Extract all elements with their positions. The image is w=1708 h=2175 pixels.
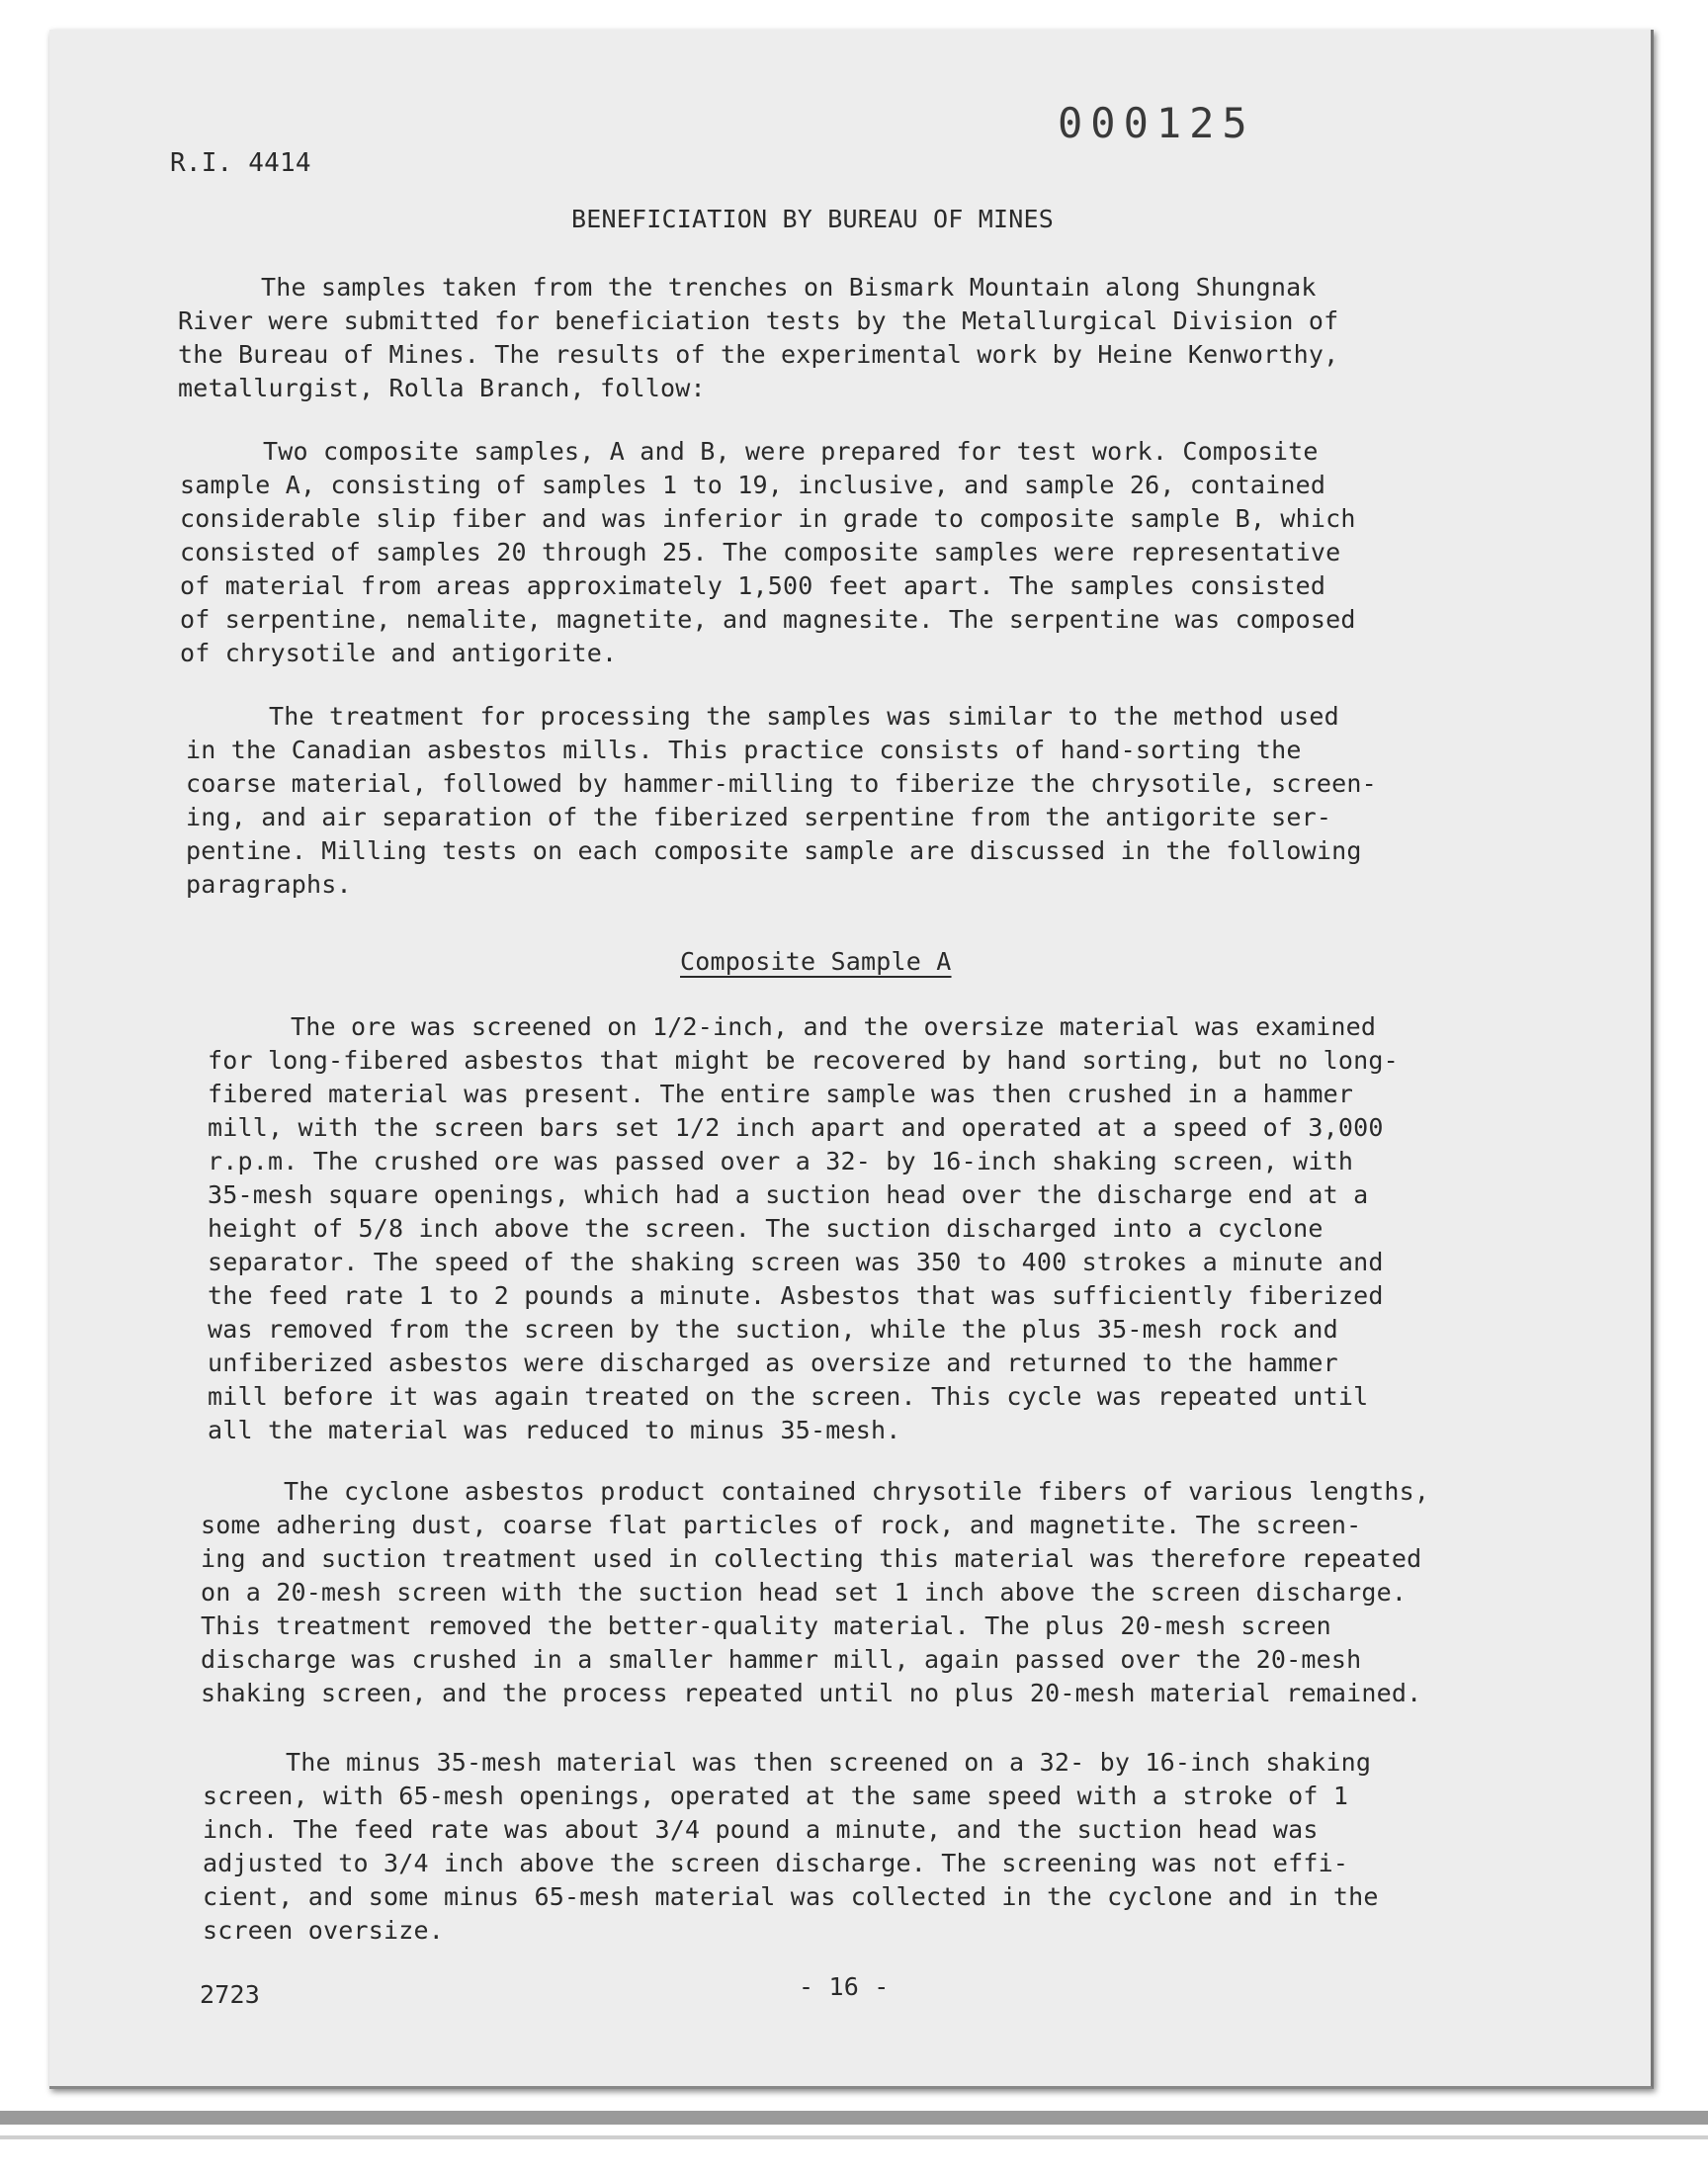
paragraph-line: the feed rate 1 to 2 pounds a minute. Asbestos that was sufficiently fiberized <box>208 1281 1384 1310</box>
subheading: Composite Sample A <box>680 947 952 976</box>
paragraph-line: in the Canadian asbestos mills. This practice consists of hand-sorting the <box>186 736 1302 764</box>
paragraph-treatment <box>186 700 1377 902</box>
paragraph-line: for long-fibered asbestos that might be recovered by hand sorting, but no long- <box>208 1046 1399 1075</box>
scanner-edge-line <box>0 2135 1708 2139</box>
paragraph-line: shaking screen, and the process repeated until no plus 20-mesh material remained. <box>201 1679 1422 1707</box>
paragraph-line: considerable slip fiber and was inferior in grade to composite sample B, which <box>180 504 1356 533</box>
paragraph-line: 35-mesh square openings, which had a suction head over the discharge end at a <box>208 1180 1369 1209</box>
paragraph-line: of serpentine, nemalite, magnetite, and magnesite. The serpentine was composed <box>180 605 1356 634</box>
paragraph-line: coarse material, followed by hammer-milling to fiberize the chrysotile, screen- <box>186 769 1377 798</box>
paragraph-line: pentine. Milling tests on each composite sample are discussed in the following <box>186 836 1362 865</box>
paragraph-line: some adhering dust, coarse flat particles of rock, and magnetite. The screen- <box>201 1511 1362 1539</box>
paragraph-line: The samples taken from the trenches on Bismark Mountain along Shungnak <box>261 273 1317 302</box>
report-id: R.I. 4414 <box>170 148 311 178</box>
section-title: BENEFICIATION BY BUREAU OF MINES <box>571 205 1055 233</box>
paragraph-ore-screening <box>208 1010 1399 1447</box>
paragraph-line: mill, with the screen bars set 1/2 inch apart and operated at a speed of 3,000 <box>208 1113 1384 1142</box>
paragraph-line: The treatment for processing the samples was similar to the method used <box>269 702 1339 731</box>
paragraph-line: unfiberized asbestos were discharged as oversize and returned to the hammer <box>208 1348 1338 1377</box>
paragraph-composite-samples <box>180 435 1356 670</box>
paragraph-line: This treatment removed the better-quality material. The plus 20-mesh screen <box>201 1611 1331 1640</box>
paragraph-line: ing, and air separation of the fiberized serpentine from the antigorite ser- <box>186 803 1332 831</box>
paragraph-line: metallurgist, Rolla Branch, follow: <box>178 374 706 402</box>
paragraph-line: was removed from the screen by the suction, while the plus 35-mesh rock and <box>208 1315 1338 1344</box>
paragraph-minus-35-mesh <box>203 1746 1379 1948</box>
paragraph-line: height of 5/8 inch above the screen. The suction discharged into a cyclone <box>208 1214 1324 1243</box>
paragraph-line: paragraphs. <box>186 870 352 899</box>
paragraph-line: Two composite samples, A and B, were prepared for test work. Composite <box>263 437 1319 466</box>
paragraph-cyclone-product <box>201 1475 1429 1710</box>
footer-code: 2723 <box>200 1980 261 2009</box>
paragraph-line: r.p.m. The crushed ore was passed over a 32- by 16-inch shaking screen, with <box>208 1147 1354 1175</box>
paragraph-line: screen, with 65-mesh openings, operated at the same speed with a stroke of 1 <box>203 1782 1349 1810</box>
paragraph-line: consisted of samples 20 through 25. The composite samples were representative <box>180 538 1341 566</box>
scanner-edge <box>0 2111 1708 2125</box>
paragraph-line: The ore was screened on 1/2-inch, and the oversize material was examined <box>291 1012 1377 1041</box>
paragraph-line: sample A, consisting of samples 1 to 19, inclusive, and sample 26, contained <box>180 471 1326 499</box>
paragraph-line: cient, and some minus 65-mesh material was collected in the cyclone and in the <box>203 1882 1379 1911</box>
page-number: - 16 - <box>799 1972 890 2001</box>
paragraph-line: River were submitted for beneficiation tests by the Metallurgical Division of <box>178 306 1339 335</box>
paragraph-intro <box>178 271 1338 405</box>
paragraph-line: of material from areas approximately 1,500 feet apart. The samples consisted <box>180 571 1326 600</box>
paragraph-line: all the material was reduced to minus 35-mesh. <box>208 1416 901 1444</box>
paragraph-line: fibered material was present. The entire sample was then crushed in a hammer <box>208 1080 1354 1108</box>
paragraph-line: The cyclone asbestos product contained chrysotile fibers of various lengths, <box>284 1477 1430 1506</box>
paragraph-line: ing and suction treatment used in collecting this material was therefore repeated <box>201 1544 1422 1573</box>
paragraph-line: of chrysotile and antigorite. <box>180 639 618 667</box>
paragraph-line: separator. The speed of the shaking screen was 350 to 400 strokes a minute and <box>208 1248 1384 1276</box>
document-number: 000125 <box>1058 99 1255 147</box>
paragraph-line: discharge was crushed in a smaller hammer mill, again passed over the 20-mesh <box>201 1645 1362 1674</box>
paragraph-line: The minus 35-mesh material was then screened on a 32- by 16-inch shaking <box>286 1748 1372 1777</box>
paragraph-line: on a 20-mesh screen with the suction head set 1 inch above the screen discharge. <box>201 1578 1408 1607</box>
paragraph-line: screen oversize. <box>203 1916 445 1945</box>
paragraph-line: the Bureau of Mines. The results of the experimental work by Heine Kenworthy, <box>178 340 1339 369</box>
paragraph-line: mill before it was again treated on the screen. This cycle was repeated until <box>208 1382 1369 1411</box>
paragraph-line: adjusted to 3/4 inch above the screen discharge. The screening was not effi- <box>203 1849 1349 1877</box>
paragraph-line: inch. The feed rate was about 3/4 pound a minute, and the suction head was <box>203 1815 1319 1844</box>
